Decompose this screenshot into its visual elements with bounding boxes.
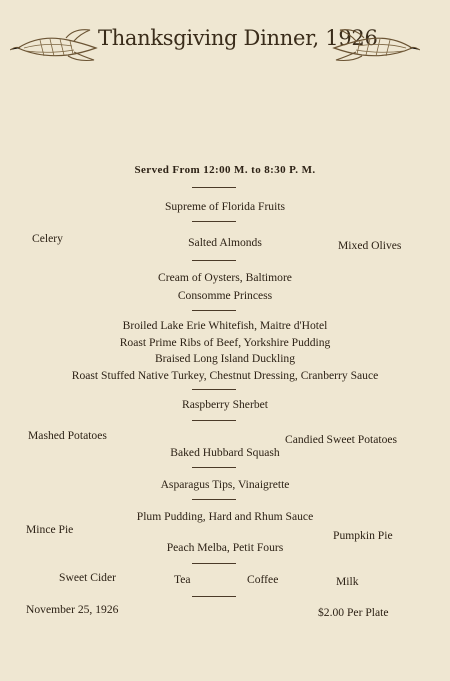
divider (192, 187, 236, 188)
drink-item: Sweet Cider (59, 571, 116, 584)
corn-ornament-left-icon (10, 24, 102, 64)
divider (192, 221, 236, 222)
drink-item: Tea (174, 573, 191, 586)
dessert-right: Pumpkin Pie (333, 529, 393, 542)
serving-hours: Served From 12:00 M. to 8:30 P. M. (134, 164, 316, 176)
page-title: Thanksgiving Dinner, 1926 (98, 26, 378, 50)
soup-item: Cream of Oysters, Baltimore (158, 271, 292, 284)
soup-item: Consomme Princess (177, 289, 273, 302)
vegetable-left: Mashed Potatoes (28, 429, 107, 442)
divider (192, 389, 236, 390)
main-item: Broiled Lake Erie Whitefish, Maitre d'Hotel (122, 319, 328, 332)
relish-left: Celery (32, 232, 63, 245)
divider (192, 260, 236, 261)
divider (192, 563, 236, 564)
main-item: Roast Prime Ribs of Beef, Yorkshire Pudding (119, 336, 331, 349)
divider (192, 596, 236, 597)
sherbet-item: Raspberry Sherbet (182, 398, 268, 411)
drink-item: Coffee (247, 573, 279, 586)
dessert-left: Mince Pie (26, 523, 74, 536)
menu-date: November 25, 1926 (26, 603, 119, 616)
relish-right: Mixed Olives (338, 239, 402, 252)
divider (192, 467, 236, 468)
divider (192, 499, 236, 500)
salad-item: Asparagus Tips, Vinaigrette (160, 478, 290, 491)
vegetable-right: Candied Sweet Potatoes (285, 433, 398, 446)
main-item: Braised Long Island Duckling (154, 352, 296, 365)
main-item: Roast Stuffed Native Turkey, Chestnut Dressing, Cranberry Sauce (71, 369, 379, 382)
dessert-bottom: Peach Melba, Petit Fours (166, 541, 284, 554)
menu-price: $2.00 Per Plate (318, 606, 389, 619)
menu-header (0, 22, 450, 66)
vegetable-center: Baked Hubbard Squash (170, 446, 280, 459)
drink-item: Milk (336, 575, 359, 588)
corn-ornament-right-icon (328, 24, 420, 64)
course-fruit: Supreme of Florida Fruits (164, 200, 286, 213)
dessert-top: Plum Pudding, Hard and Rhum Sauce (136, 510, 314, 523)
divider (192, 310, 236, 311)
relish-center: Salted Almonds (188, 236, 262, 249)
divider (192, 420, 236, 421)
